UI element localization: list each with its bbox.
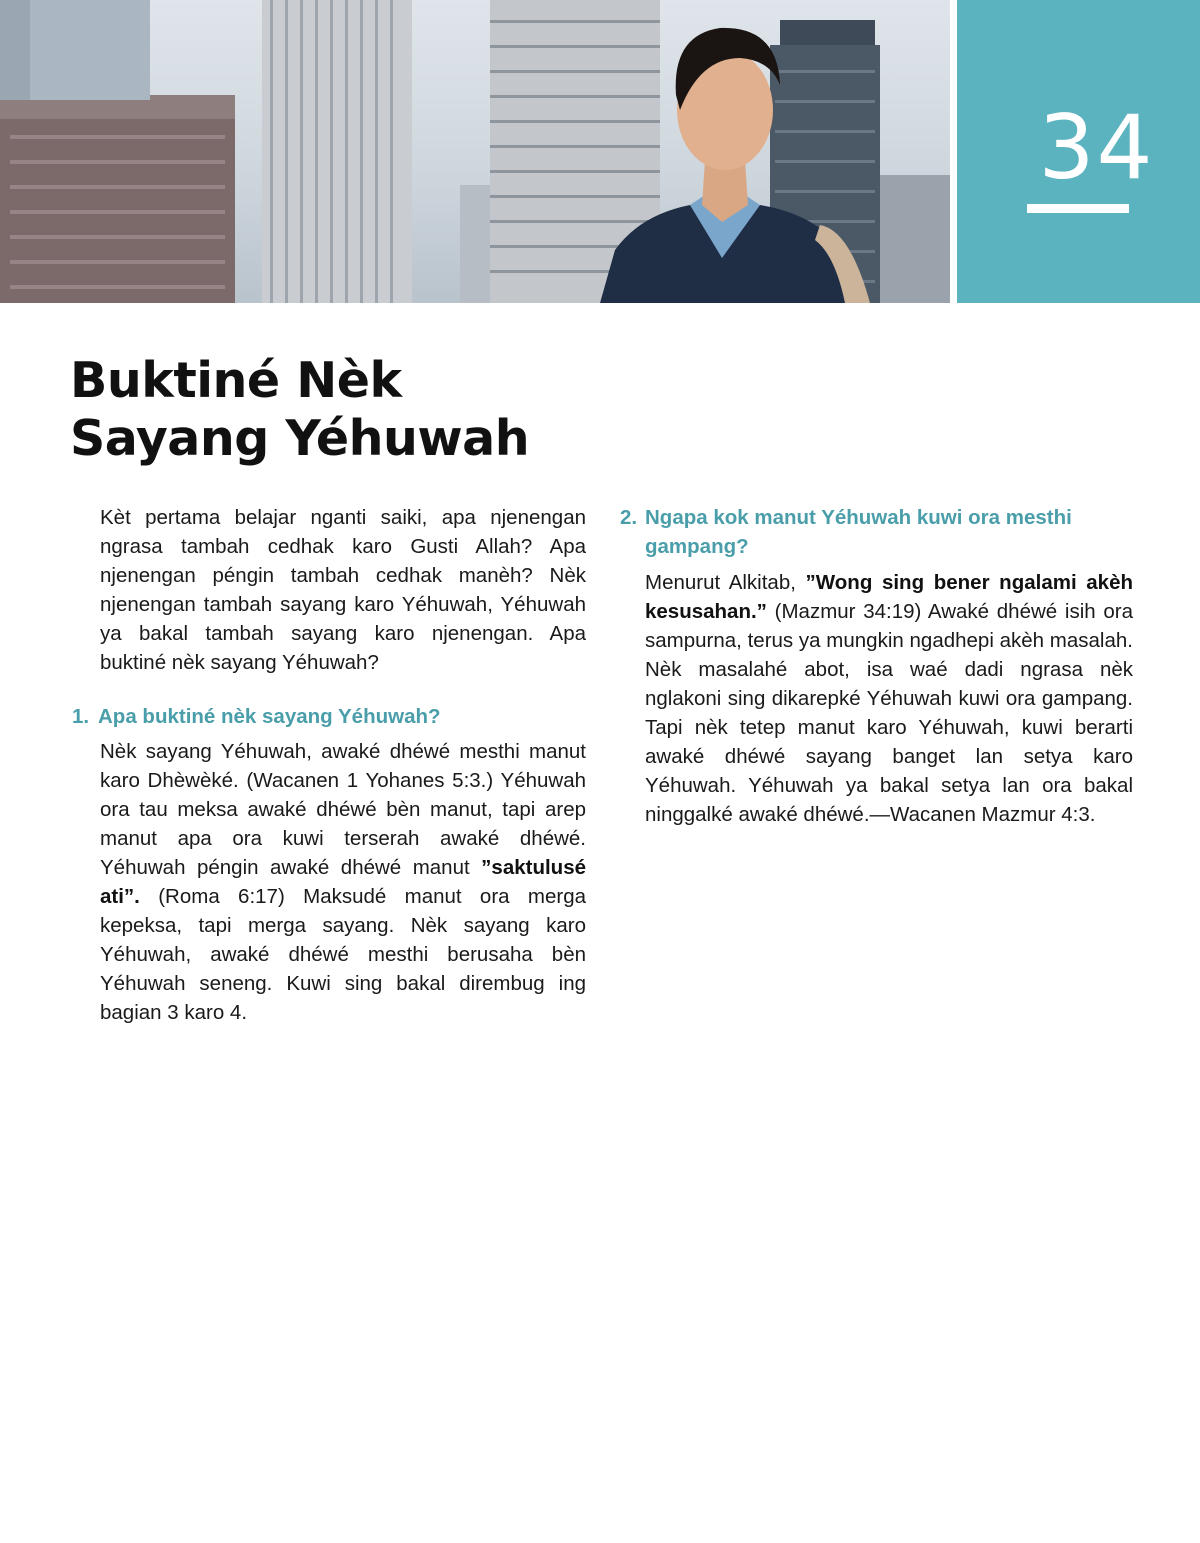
chapter-number: 34 [1038,96,1155,199]
section-1-question-text: Apa buktiné nèk sayang Yéhuwah? [98,705,441,728]
section-1-number: 1. [72,705,90,728]
section-1-answer [100,737,586,1027]
section-2-question-line-1: Ngapa kok manut Yéhuwah kuwi ora mesthi [645,506,1072,529]
section-1-text-b: (Roma 6:17) Maksudé manut ora merga kepeksa, tapi merga sayang. Nèk sayang karo Yéhuwah, awaké dhéwé mesthi berusaha bèn Yéhuwah seneng. Kuwi sing bakal dirembug ing bagian 3 karo 4. [100,885,587,1024]
section-2-number: 2. [620,506,638,529]
section-1-quote: ”saktulusé ati”. [100,856,586,908]
section-2-answer [645,568,1133,829]
section-1-paragraph [100,737,586,1027]
section-2-quote: ”Wong sing bener ngalami akèh kesusahan.” [645,571,1133,623]
section-2-paragraph [645,568,1133,829]
city-skyline-illustration [0,0,950,303]
page-title [70,352,630,468]
section-1-question [72,702,441,731]
intro-block [100,503,586,677]
section-2-question-line-2: gampang? [645,535,749,558]
section-2-question [620,503,1130,561]
title-line-2: Sayang Yéhuwah [70,410,530,467]
title-line-1: Buktiné Nèk [70,352,402,409]
section-2-text-b: (Mazmur 34:19) Awaké dhéwé isih ora sampurna, terus ya mungkin ngadhepi akèh masalah. Nèk masalahé abot, isa waé dadi ngrasa nèk nglakoni sing dikarepké Yéhuwah kuwi ora gampang. Tapi nèk tetep manut karo Yéhuwah, kuwi berarti awaké dhéwé sayang banget lan setya karo Yéhuwah. Yéhuwah ya bakal setya lan ora bakal ninggalké awaké dhéwé.—Wacanen Mazmur 4:3. [645,600,1133,826]
hero-photo [0,0,950,303]
chapter-badge [957,0,1200,303]
section-1-text-a: Nèk sayang Yéhuwah, awaké dhéwé mesthi manut karo Dhèwèké. (Wacanen 1 Yohanes 5:3.) Yéhuwah ora tau meksa awaké dhéwé bèn manut, tapi arep manut apa ora kuwi terserah awaké dhéwé. Yéhuwah péngin awaké dhéwé manut [100,740,586,879]
chapter-underline [1027,204,1129,213]
intro-paragraph: Kèt pertama belajar nganti saiki, apa njenengan ngrasa tambah cedhak karo Gusti Allah? Apa njenengan péngin tambah cedhak manèh? Nèk njenengan tambah sayang karo Yéhuwah, Yéhuwah ya bakal tambah sayang karo njenengan. Apa buktiné nèk sayang Yéhuwah? [100,506,586,674]
section-2-text-a: Menurut Alkitab, [645,571,796,594]
